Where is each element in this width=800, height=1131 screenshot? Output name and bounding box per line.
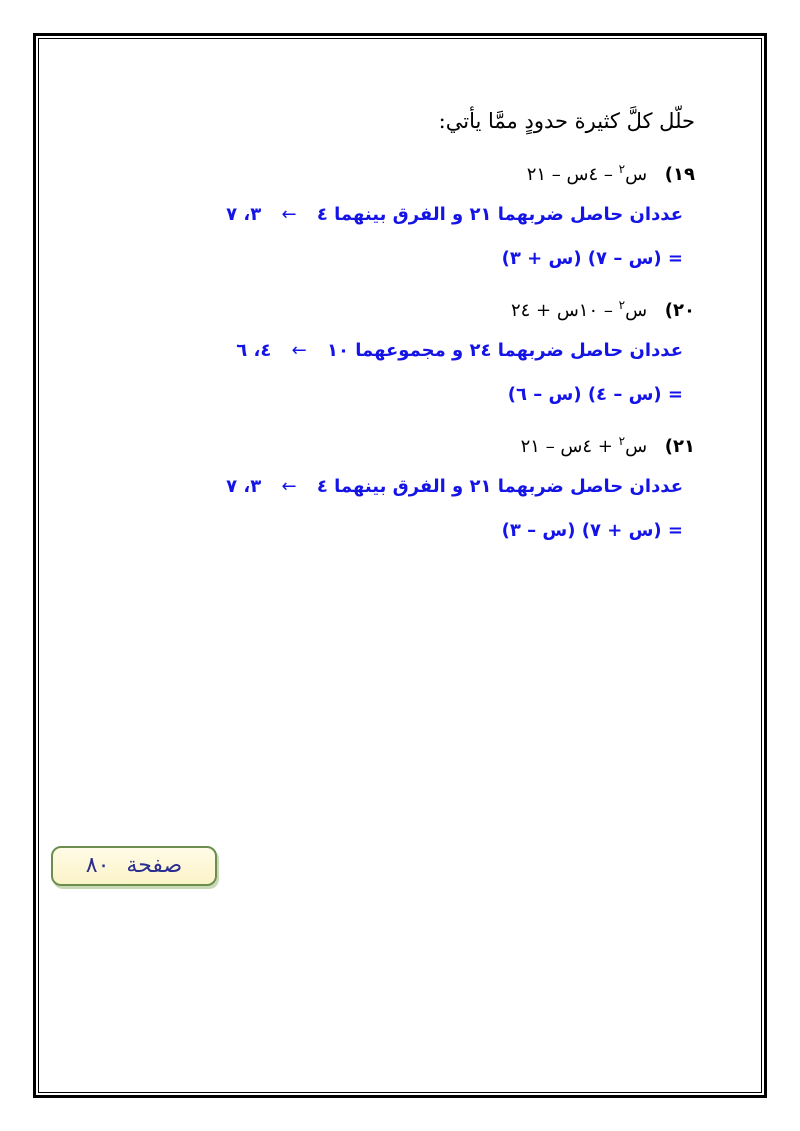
solution-19 [95, 200, 695, 230]
solution-pair: ٣، ٧ [226, 476, 262, 497]
solution-text: عددان حاصل ضربهما ٢١ و الفرق بينهما ٤ [316, 476, 683, 497]
solution-text: عددان حاصل ضربهما ٢١ و الفرق بينهما ٤ [316, 204, 683, 225]
page-number-badge [51, 846, 217, 886]
problem-expression [521, 436, 647, 457]
expr-variable: س [625, 300, 648, 321]
arrow-icon: ← [291, 340, 307, 361]
expr-rest: – ١٠س + ٢٤ [510, 300, 613, 321]
result-21: = (س + ٧) (س – ٣) [501, 520, 683, 541]
expr-variable: س [625, 164, 648, 185]
problem-number: ١٩) [664, 164, 695, 185]
solution-20 [95, 336, 695, 366]
expr-exponent: ٢ [618, 298, 626, 312]
result-20: = (س – ٤) (س – ٦) [507, 384, 683, 405]
expr-exponent: ٢ [618, 162, 626, 176]
page-word: صفحة [126, 853, 183, 878]
instruction-heading: حلّل كلَّ كثيرة حدودٍ ممَّا يأتي: [438, 109, 695, 133]
solution-21 [95, 472, 695, 502]
problem-19 [95, 154, 695, 184]
page-number: ٨٠ [85, 853, 110, 878]
solution-pair: ٤، ٦ [236, 340, 272, 361]
expr-rest: + ٤س – ٢١ [520, 436, 613, 457]
result-19: = (س – ٧) (س + ٣) [501, 248, 683, 269]
arrow-icon: ← [281, 204, 297, 225]
expr-variable: س [625, 436, 648, 457]
problem-expression [527, 164, 647, 185]
arrow-icon: ← [281, 476, 297, 497]
problem-number: ٢٠) [664, 300, 695, 321]
problem-number: ٢١) [664, 436, 695, 457]
problem-21 [95, 426, 695, 456]
solution-text: عددان حاصل ضربهما ٢٤ و مجموعهما ١٠ [327, 340, 683, 361]
problem-20 [95, 290, 695, 320]
problem-expression [511, 300, 647, 321]
exercise-content [95, 100, 695, 546]
expr-rest: – ٤س – ٢١ [526, 164, 613, 185]
expr-exponent: ٢ [618, 434, 626, 448]
solution-pair: ٣، ٧ [226, 204, 262, 225]
